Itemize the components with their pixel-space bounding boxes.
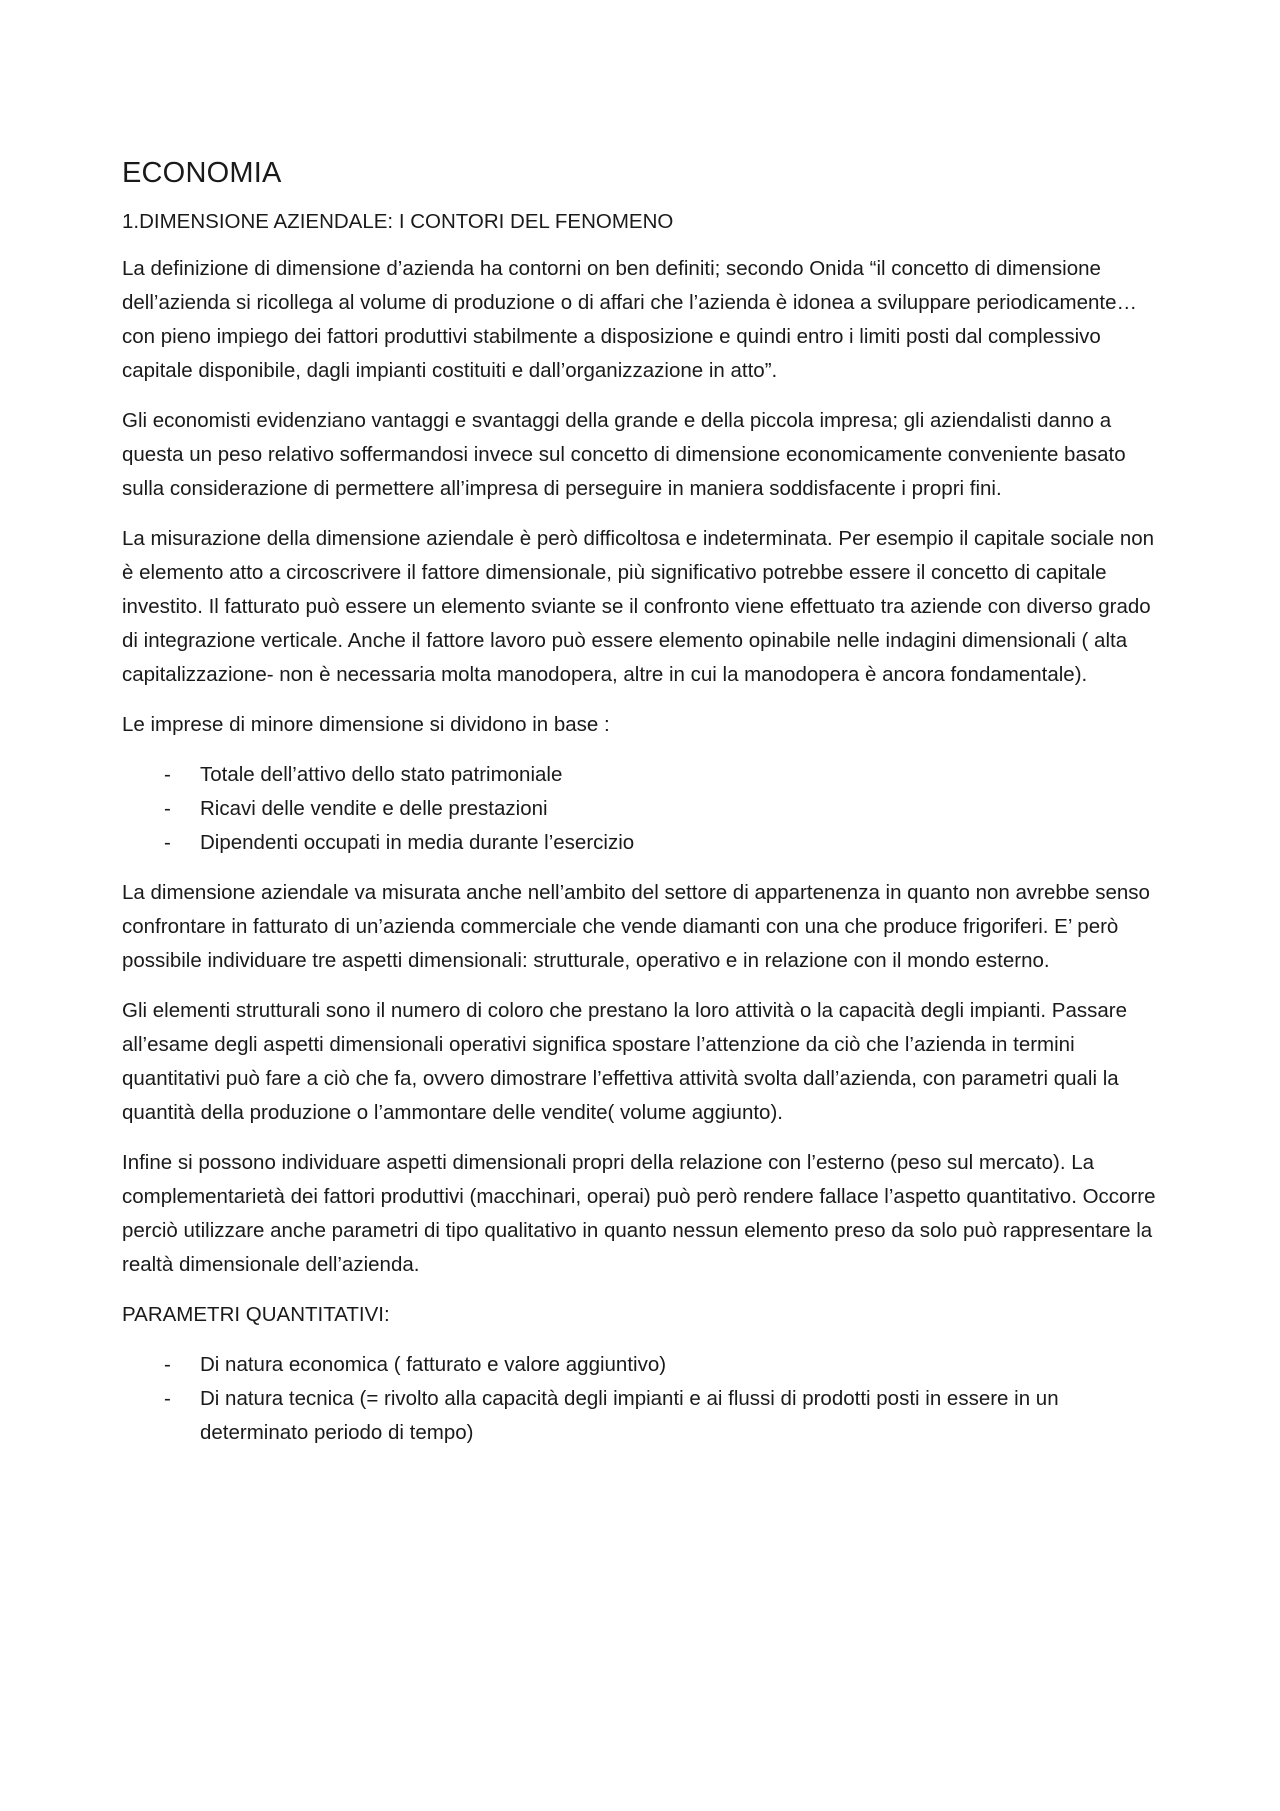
criteria-list: [122, 758, 1160, 860]
list-item-text: Totale dell’attivo dello stato patrimoniale: [200, 763, 563, 786]
list-item: [122, 826, 1160, 860]
section-heading: 1.DIMENSIONE AZIENDALE: I CONTORI DEL FENOMENO: [122, 210, 674, 233]
dash-bullet: -: [164, 1353, 171, 1376]
list-item: [122, 1382, 1160, 1450]
document-title: ECONOMIA: [122, 157, 282, 189]
list-item-text: Di natura tecnica (= rivolto alla capacità degli impianti e ai flussi di prodotti posti in essere in un determinato periodo di tempo): [200, 1387, 1059, 1444]
list-item: [122, 792, 1160, 826]
subheading-parametri: PARAMETRI QUANTITATIVI:: [122, 1303, 390, 1326]
dash-bullet: -: [164, 1387, 171, 1410]
paragraph: Gli elementi strutturali sono il numero di coloro che prestano la loro attività o la capacità degli impianti. Passare all’esame degli aspetti dimensionali operativi significa spostare l’attenzione da ciò che l’azienda in termini quantitativi può fare a ciò che fa, ovvero dimostrare l’effettiva attività svolta dall’azienda, con parametri quali la quantità della produzione o l’ammontare delle vendite( volume aggiunto).: [122, 999, 1128, 1124]
parameters-list: [122, 1348, 1160, 1450]
paragraph: Le imprese di minore dimensione si dividono in base :: [122, 713, 610, 736]
paragraph: Infine si possono individuare aspetti dimensionali propri della relazione con l’esterno (peso sul mercato). La complementarietà dei fattori produttivi (macchinari, operai) può però rendere fallace l’aspetto quantitativo. Occorre perciò utilizzare anche parametri di tipo qualitativo in quanto nessun elemento preso da solo può rappresentare la realtà dimensionale dell’azienda.: [122, 1151, 1156, 1276]
list-item: [122, 1348, 1160, 1382]
list-item-text: Dipendenti occupati in media durante l’esercizio: [200, 831, 635, 854]
dash-bullet: -: [164, 831, 171, 854]
list-item: [122, 758, 1160, 792]
dash-bullet: -: [164, 763, 171, 786]
paragraph: Gli economisti evidenziano vantaggi e svantaggi della grande e della piccola impresa; gli aziendalisti danno a questa un peso relativo soffermandosi invece sul concetto di dimensione economicamente conveniente basato sulla considerazione di permettere all’impresa di perseguire in maniera soddisfacente i propri fini.: [122, 409, 1126, 500]
list-item-text: Di natura economica ( fatturato e valore aggiuntivo): [200, 1353, 667, 1376]
paragraph: La definizione di dimensione d’azienda ha contorni on ben definiti; secondo Onida “il concetto di dimensione dell’azienda si ricollega al volume di produzione o di affari che l’azienda è idonea a sviluppare periodicamente…con pieno impiego dei fattori produttivi stabilmente a disposizione e quindi entro i limiti posti dal complessivo capitale disponibile, dagli impianti costituiti e dall’organizzazione in atto”.: [122, 257, 1137, 382]
paragraph: La dimensione aziendale va misurata anche nell’ambito del settore di appartenenza in quanto non avrebbe senso confrontare in fatturato di un’azienda commerciale che vende diamanti con una che produce frigoriferi. E’ però possibile individuare tre aspetti dimensionali: strutturale, operativo e in relazione con il mondo esterno.: [122, 881, 1150, 972]
dash-bullet: -: [164, 797, 171, 820]
list-item-text: Ricavi delle vendite e delle prestazioni: [200, 797, 548, 820]
paragraph: La misurazione della dimensione aziendale è però difficoltosa e indeterminata. Per esempio il capitale sociale non è elemento atto a circoscrivere il fattore dimensionale, più significativo potrebbe essere il concetto di capitale investito. Il fatturato può essere un elemento sviante se il confronto viene effettuato tra aziende con diverso grado di integrazione verticale. Anche il fattore lavoro può essere elemento opinabile nelle indagini dimensionali ( alta capitalizzazione- non è necessaria molta manodopera, altre in cui la manodopera è ancora fondamentale).: [122, 527, 1155, 686]
